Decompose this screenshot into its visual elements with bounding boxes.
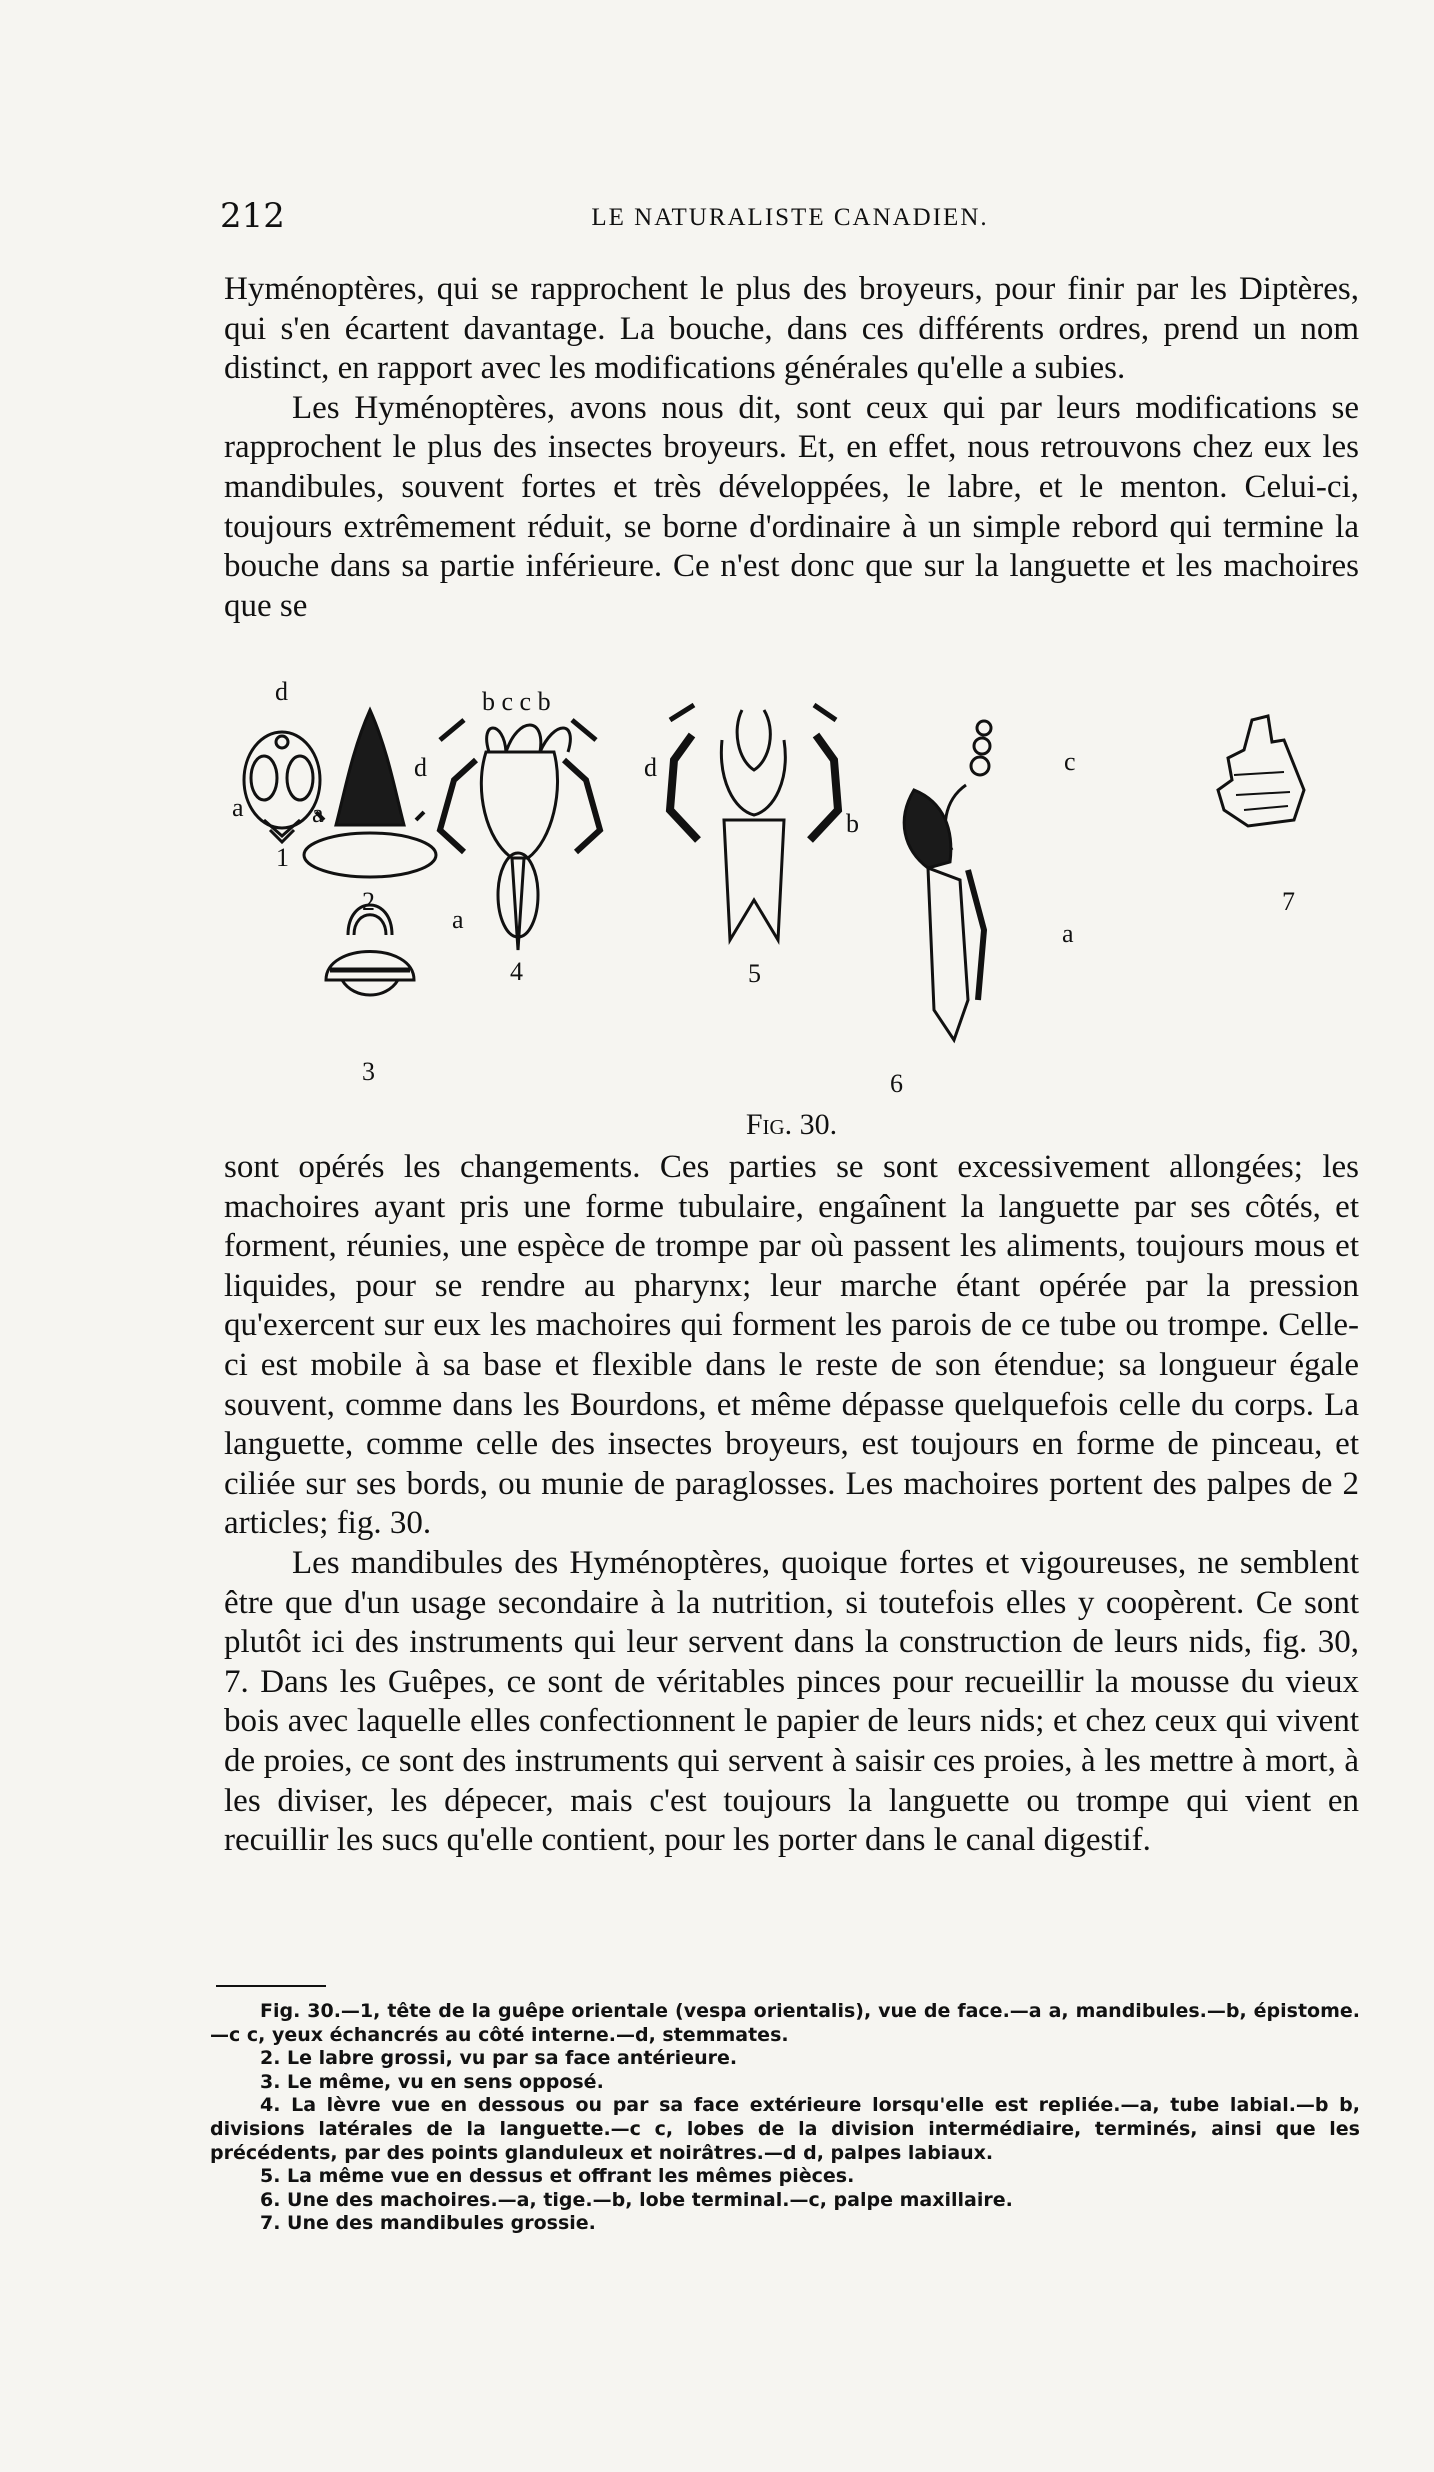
footnote: 2. Le labre grossi, vu par sa face antérieure. <box>260 2047 738 2070</box>
body-text-top <box>224 270 1359 626</box>
page-number: 212 <box>220 196 285 236</box>
figure-label: 1 <box>276 843 289 872</box>
figure-label: a <box>232 793 244 822</box>
figure-label: d <box>275 680 288 706</box>
footnote: 4. La lèvre vue en dessous ou par sa face extérieure lorsqu'elle est repliée.—a, tube labial.—b b, divisions latérales de la languette.—c c, lobes de la division intermédiaire, terminés, ainsi que les précédents, par des points glanduleux et noirâtres.—d d, palpes labiaux. <box>210 2094 1360 2164</box>
paragraph: Les mandibules des Hyménoptères, quoique fortes et vigoureuses, ne semblent être que d'un usage secondaire à la nutrition, si toutefois elles y coopèrent. Ce sont plutôt ici des instruments qui leur servent dans la construction de leurs nids, fig. 30, 7. Dans les Guêpes, ce sont de véritables pinces pour recueillir la mousse du vieux bois avec laquelle elles confectionnent le papier de leurs nids; et chez ceux qui vivent de proies, ce sont des instruments qui servent à saisir ces proies, à les mettre à mort, à les diviser, les dépecer, mais c'est toujours la languette ou trompe qui vient en recuillir les sucs qu'elle contient, pour les porter dans le canal digestif. <box>224 1544 1359 1859</box>
lower-lip-above-drawing <box>670 705 838 940</box>
figure-label: 2 <box>362 887 375 916</box>
figure-label: 7 <box>1282 887 1295 916</box>
figure-label: c <box>1064 747 1076 776</box>
lower-lip-drawing <box>440 720 600 950</box>
footnote: 6. Une des machoires.—a, tige.—b, lobe terminal.—c, palpe maxillaire. <box>260 2188 1013 2211</box>
paragraph: sont opérés les changements. Ces parties se sont excessivement allongées; les machoires ayant pris une forme tubulaire, engaînent la languette par ses côtés, et forment, réunies, une espèce de trompe par où passent les aliments, toujours mous et liquides, pour se rendre au pharynx; leur marche étant opérée par la pression qu'exercent sur eux les machoires qui forment les parois de ce tube ou trompe. Celle-ci est mobile à sa base et flexible dans le reste de son étendue; sa longueur égale souvent, comme dans les Bourdons, et même dépasse quelquefois celle du corps. La languette, comme celle des insectes broyeurs, est toujours en forme de pinceau, et ciliée sur ses bords, ou munie de paraglosses. Les machoires portent des palpes de 2 articles; fig. 30. <box>224 1149 1359 1542</box>
footnote: 7. Une des mandibules grossie. <box>260 2212 596 2235</box>
labrum-drawing <box>304 710 436 877</box>
figure-label: b <box>846 809 859 838</box>
paragraph: Les Hyménoptères, avons nous dit, sont ceux qui par leurs modifications se rapprochent le plus des insectes broyeurs. Et, en effet, nous retrouvons chez eux les mandibules, souvent fortes et très développées, le labre, et le menton. Celui-ci, toujours extrêmement réduit, se borne d'ordinaire à un simple rebord qui termine la bouche dans sa partie inférieure. Ce n'est donc que sur la languette et les machoires que se <box>224 389 1359 624</box>
footnote-rule <box>216 1985 326 1987</box>
wasp-head-drawing <box>244 732 320 842</box>
figure-label: 3 <box>362 1057 375 1086</box>
footnote: 3. Le même, vu en sens opposé. <box>260 2070 604 2093</box>
figure-label: d <box>414 753 427 782</box>
mandible-drawing <box>1218 716 1304 826</box>
figure-label: a <box>452 905 464 934</box>
figure-label: b c c b <box>482 687 551 716</box>
figure-label: 4 <box>510 957 523 986</box>
figure-label: 5 <box>748 959 761 988</box>
figure-label: d <box>644 753 657 782</box>
maxilla-drawing <box>904 721 991 1040</box>
figure-caption: Fig. 30. <box>745 1108 838 1141</box>
running-title: LE NATURALISTE CANADIEN. <box>591 204 989 231</box>
footnote: 5. La même vue en dessus et offrant les mêmes pièces. <box>260 2165 855 2188</box>
labrum-reversed-drawing <box>326 905 414 995</box>
paragraph: Hyménoptères, qui se rapprochent le plus des broyeurs, pour finir par les Diptères, qui s'en écartent davantage. La bouche, dans ces différents ordres, prend un nom distinct, en rapport avec les modifications générales qu'elle a subies. <box>224 271 1359 387</box>
page-header <box>220 196 1360 244</box>
figure-label: a <box>312 799 324 828</box>
figure-30 <box>224 680 1359 1150</box>
footnotes <box>210 2000 1360 2236</box>
body-text-bottom <box>224 1148 1359 1861</box>
figure-label: 6 <box>890 1069 903 1098</box>
footnote: Fig. 30.—1, tête de la guêpe orientale (vespa orientalis), vue de face.—a a, mandibules.—b, épistome.—c c, yeux échancrés au côté interne.—d, stemmates. <box>210 2000 1360 2046</box>
figure-illustration <box>224 680 1359 1150</box>
figure-label: a <box>1062 919 1074 948</box>
